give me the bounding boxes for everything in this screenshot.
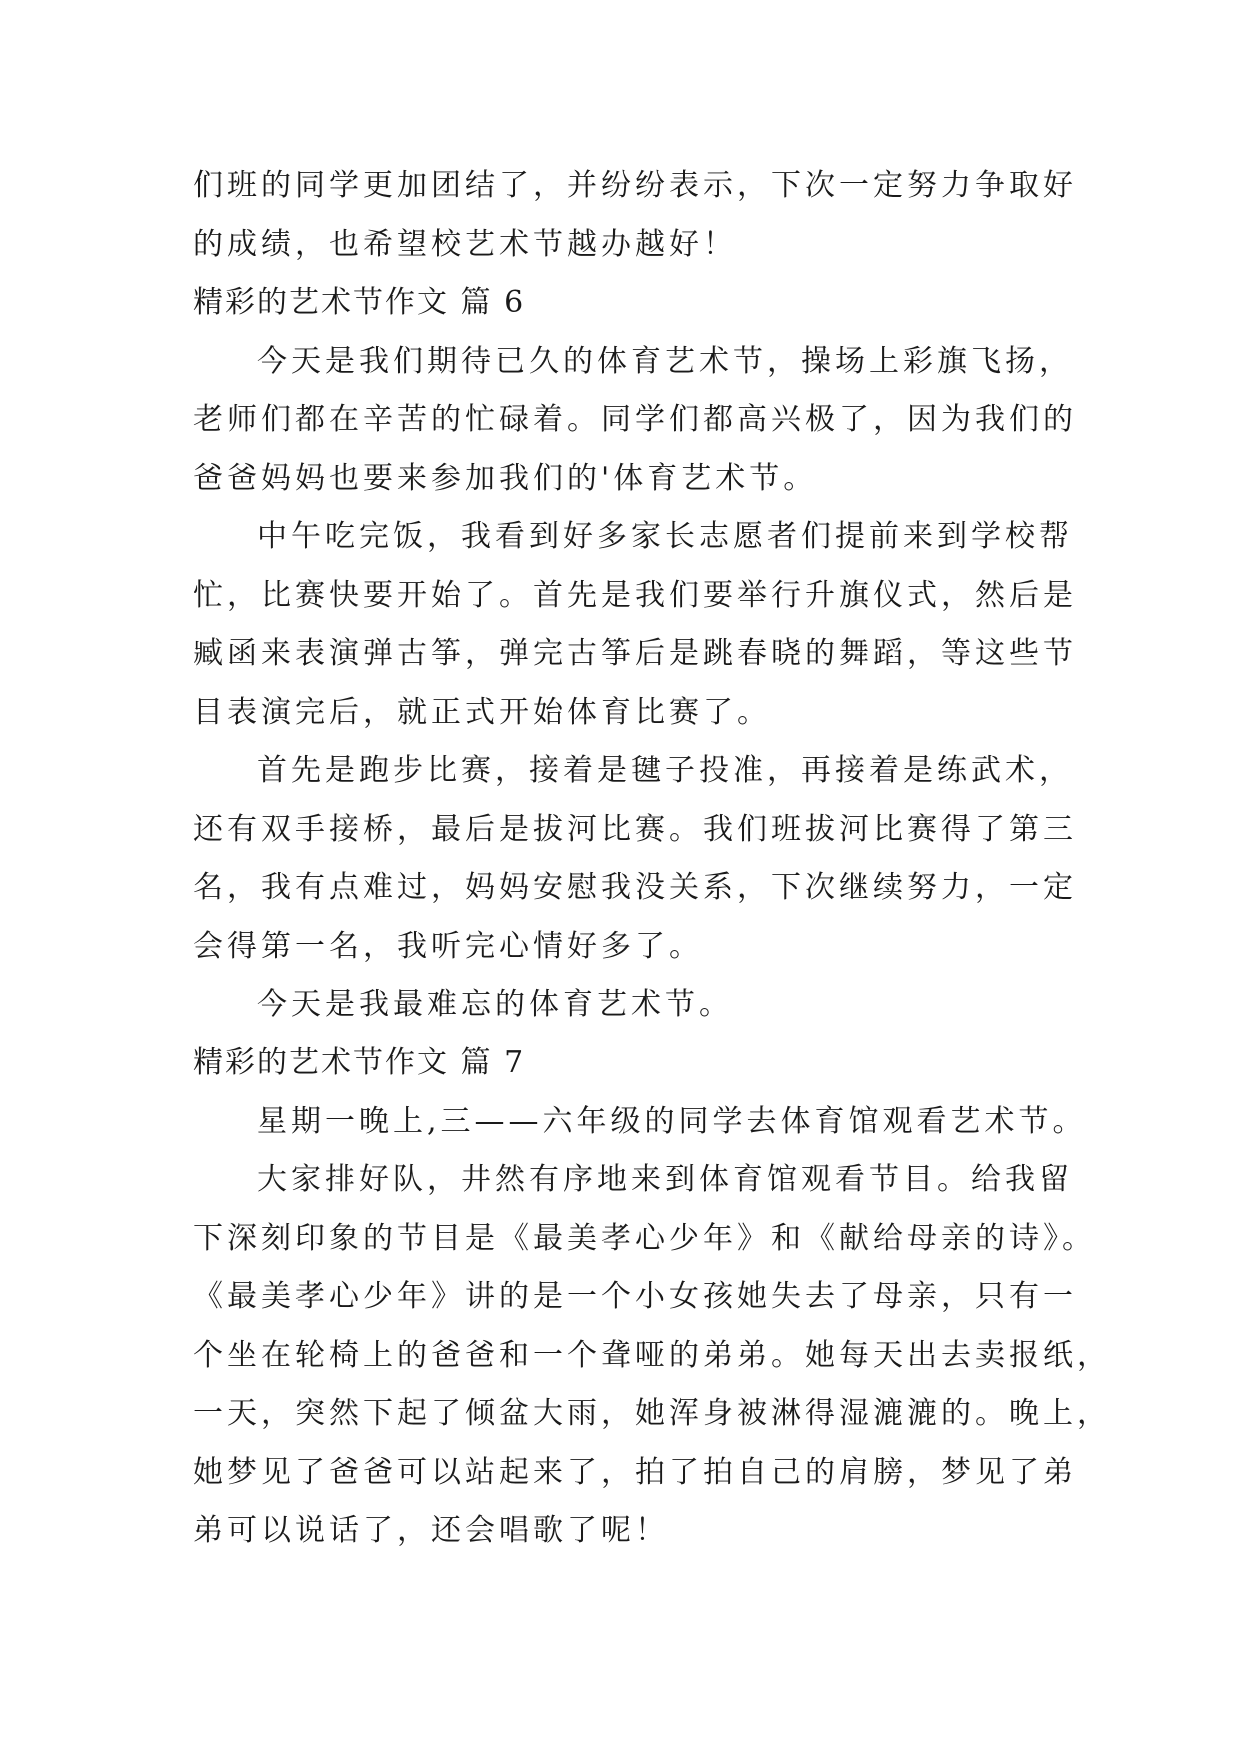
paragraph-line: 老师们都在辛苦的忙碌着。同学们都高兴极了，因为我们的 <box>193 402 1077 437</box>
paragraph-line: 忙，比赛快要开始了。首先是我们要举行升旗仪式，然后是 <box>193 578 1077 613</box>
paragraph-line: 中午吃完饭，我看到好多家长志愿者们提前来到学校帮 <box>257 519 1073 554</box>
paragraph-line: 爸爸妈妈也要来参加我们的'体育艺术节。 <box>193 461 818 496</box>
paragraph-line: 的成绩，也希望校艺术节越办越好！ <box>193 227 737 262</box>
paragraph-line: 臧函来表演弹古筝，弹完古筝后是跳春晓的舞蹈，等这些节 <box>193 636 1077 671</box>
paragraph-line: 今天是我们期待已久的体育艺术节，操场上彩旗飞扬， <box>257 344 1073 379</box>
paragraph-line: 个坐在轮椅上的爸爸和一个聋哑的弟弟。她每天出去卖报纸， <box>193 1338 1111 1373</box>
paragraph-line: 还有双手接桥，最后是拔河比赛。我们班拔河比赛得了第三 <box>193 812 1077 847</box>
paragraph-line: 《最美孝心少年》讲的是一个小女孩她失去了母亲，只有一 <box>193 1279 1077 1314</box>
paragraph-line: 目表演完后，就正式开始体育比赛了。 <box>193 695 771 730</box>
paragraph-line: 星期一晚上,三——六年级的同学去体育馆观看艺术节。 <box>257 1104 1087 1139</box>
paragraph-line: 一天，突然下起了倾盆大雨，她浑身被淋得湿漉漉的。晚上， <box>193 1396 1111 1431</box>
paragraph-line: 会得第一名，我听完心情好多了。 <box>193 929 703 964</box>
paragraph-line: 大家排好队，井然有序地来到体育馆观看节目。给我留 <box>257 1162 1073 1197</box>
section-heading-7: 精彩的艺术节作文 篇 7 <box>193 1045 526 1080</box>
paragraph-line: 们班的同学更加团结了，并纷纷表示，下次一定努力争取好 <box>193 168 1077 203</box>
paragraph-line: 今天是我最难忘的体育艺术节。 <box>257 987 733 1022</box>
paragraph-line: 下深刻印象的节目是《最美孝心少年》和《献给母亲的诗》。 <box>193 1221 1096 1256</box>
paragraph-line: 首先是跑步比赛，接着是毽子投准，再接着是练武术， <box>257 753 1073 788</box>
paragraph-line: 名，我有点难过，妈妈安慰我没关系，下次继续努力，一定 <box>193 870 1077 905</box>
paragraph-line: 弟可以说话了，还会唱歌了呢！ <box>193 1513 669 1548</box>
section-heading-6: 精彩的艺术节作文 篇 6 <box>193 285 526 320</box>
paragraph-line: 她梦见了爸爸可以站起来了，拍了拍自己的肩膀，梦见了弟 <box>193 1455 1077 1490</box>
